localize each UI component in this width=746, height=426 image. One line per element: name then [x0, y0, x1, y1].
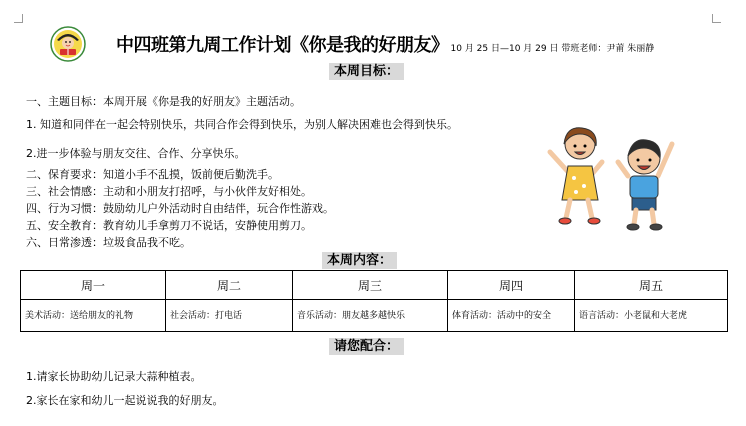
- activity-cell: 社会活动：打电话: [166, 300, 293, 332]
- activity-cell: 美术活动：送给朋友的礼物: [21, 300, 166, 332]
- goal-line: 五、安全教育：教育幼儿手拿剪刀不说话，安静使用剪刀。: [26, 219, 312, 232]
- weekly-schedule-table: [20, 270, 728, 332]
- page-title: 中四班第九周工作计划《你是我的好朋友》: [116, 35, 449, 56]
- page-title-row: [116, 36, 654, 59]
- cooperation-line: 1.请家长协助幼儿记录大蒜种植表。: [26, 370, 202, 383]
- children-cheering-icon: [540, 122, 680, 234]
- goal-line: 2.进一步体验与朋友交往、合作、分享快乐。: [26, 147, 246, 160]
- goal-line: 四、行为习惯：鼓励幼儿户外活动时自由结伴，玩合作性游戏。: [26, 202, 334, 215]
- cooperation-heading: 请您配合：: [329, 338, 404, 355]
- goal-line: 六、日常渗透：垃圾食品我不吃。: [26, 236, 191, 249]
- day-header: 周一: [21, 271, 166, 300]
- activity-cell: 体育活动：活动中的安全: [448, 300, 575, 332]
- kindergarten-logo-icon: [50, 26, 86, 62]
- activity-cell: 语言活动：小老鼠和大老虎: [575, 300, 728, 332]
- goal-line: 三、社会情感：主动和小朋友打招呼，与小伙伴友好相处。: [26, 185, 312, 198]
- activity-cell: 音乐活动：朋友越多越快乐: [293, 300, 448, 332]
- day-header: 周五: [575, 271, 728, 300]
- day-header: 周二: [166, 271, 293, 300]
- goal-line: 1. 知道和同伴在一起会特别快乐，共同合作会得到快乐，为别人解决困难也会得到快乐。: [26, 118, 458, 131]
- goals-heading: 本周目标：: [329, 63, 404, 80]
- table-row: [21, 300, 728, 332]
- date-and-teachers: 10 月 25 日—10 月 29 日 带班老师：尹莆 朱丽静: [450, 44, 655, 54]
- goal-line: 一、主题目标：本周开展《你是我的好朋友》主题活动。: [26, 95, 301, 108]
- goal-line: 二、保育要求：知道小手不乱摸，饭前便后勤洗手。: [26, 168, 279, 181]
- day-header: 周四: [448, 271, 575, 300]
- day-header: 周三: [293, 271, 448, 300]
- page-corner-mark-right: [712, 14, 721, 23]
- page-corner-mark-left: [14, 14, 23, 23]
- content-heading: 本周内容：: [322, 252, 397, 269]
- table-header-row: [21, 271, 728, 300]
- cooperation-line: 2.家长在家和幼儿一起说说我的好朋友。: [26, 394, 224, 407]
